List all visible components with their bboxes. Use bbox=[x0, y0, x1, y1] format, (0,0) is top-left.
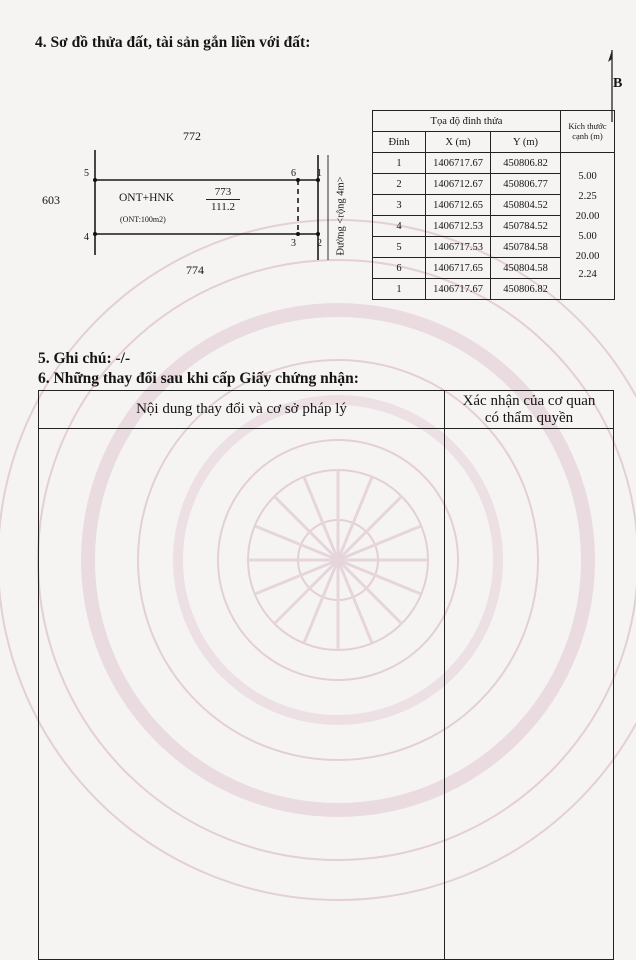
neighbor-parcel-north: 772 bbox=[183, 129, 201, 143]
y-cell: 450784.52 bbox=[491, 216, 561, 237]
neighbor-parcel-south: 774 bbox=[186, 263, 204, 277]
parcel-area: 111.2 bbox=[211, 201, 235, 213]
edge-length: 20.00 bbox=[575, 211, 600, 222]
confirm-header-line-1: Xác nhận của cơ quan bbox=[462, 393, 596, 409]
x-cell: 1406717.53 bbox=[426, 237, 491, 258]
edge-length-column bbox=[561, 153, 615, 300]
neighbor-parcel-west: 603 bbox=[42, 193, 60, 207]
table-row bbox=[373, 153, 615, 174]
y-cell: 450806.82 bbox=[491, 279, 561, 300]
vertex-2: 2 bbox=[317, 238, 322, 249]
sub-area-note: (ONT:100m2) bbox=[120, 215, 166, 224]
edge-length: 2.24 bbox=[578, 269, 597, 280]
y-header: Y (m) bbox=[491, 132, 561, 153]
confirm-header-line-2: có thẩm quyền bbox=[484, 409, 574, 426]
vertex-cell: 6 bbox=[373, 258, 426, 279]
parcel-number: 773 bbox=[214, 186, 232, 198]
vertex-1: 1 bbox=[317, 168, 322, 179]
edge-length: 5.00 bbox=[578, 231, 597, 242]
vertex-cell: 5 bbox=[373, 237, 426, 258]
fraction-bar bbox=[206, 199, 240, 200]
x-cell: 1406712.53 bbox=[426, 216, 491, 237]
y-cell: 450804.52 bbox=[491, 195, 561, 216]
x-header: X (m) bbox=[426, 132, 491, 153]
content-header: Nội dung thay đổi và cơ sở pháp lý bbox=[39, 391, 445, 429]
land-use-type: ONT+HNK bbox=[119, 192, 175, 204]
vertex-cell: 1 bbox=[373, 153, 426, 174]
y-cell: 450784.58 bbox=[491, 237, 561, 258]
x-cell: 1406717.67 bbox=[426, 153, 491, 174]
x-cell: 1406717.65 bbox=[426, 258, 491, 279]
x-cell: 1406712.67 bbox=[426, 174, 491, 195]
north-label: B bbox=[613, 76, 623, 91]
coordinate-table bbox=[372, 110, 615, 300]
road-label: Đường <rộng 4m> bbox=[335, 176, 347, 256]
vertex-3: 3 bbox=[291, 238, 296, 249]
vertex-4: 4 bbox=[84, 232, 89, 243]
y-cell: 450806.82 bbox=[491, 153, 561, 174]
x-cell: 1406712.65 bbox=[426, 195, 491, 216]
vertex-header: Đỉnh bbox=[373, 132, 426, 153]
content-cell bbox=[39, 429, 445, 960]
vertex-cell: 1 bbox=[373, 279, 426, 300]
confirm-header bbox=[445, 391, 614, 429]
x-cell: 1406717.67 bbox=[426, 279, 491, 300]
changes-table bbox=[38, 390, 614, 960]
section-6-title: 6. Những thay đổi sau khi cấp Giấy chứng nhận: bbox=[38, 370, 359, 387]
vertex-cell: 2 bbox=[373, 174, 426, 195]
vertex-cell: 4 bbox=[373, 216, 426, 237]
section-5-title: 5. Ghi chú: -/- bbox=[38, 350, 131, 367]
vertex-cell: 3 bbox=[373, 195, 426, 216]
edge-length: 20.00 bbox=[575, 251, 600, 262]
y-cell: 450806.77 bbox=[491, 174, 561, 195]
edge-length-header: Kích thước cạnh (m) bbox=[561, 111, 615, 153]
y-cell: 450804.58 bbox=[491, 258, 561, 279]
coord-header-group: Tọa độ đỉnh thửa bbox=[373, 111, 561, 132]
edge-length: 2.25 bbox=[578, 191, 597, 202]
vertex-6: 6 bbox=[291, 168, 296, 179]
section-4-title: 4. Sơ đồ thửa đất, tài sản gắn liền với đất: bbox=[35, 34, 311, 51]
confirm-cell bbox=[445, 429, 614, 960]
edge-length: 5.00 bbox=[578, 171, 597, 182]
vertex-5: 5 bbox=[84, 168, 89, 179]
